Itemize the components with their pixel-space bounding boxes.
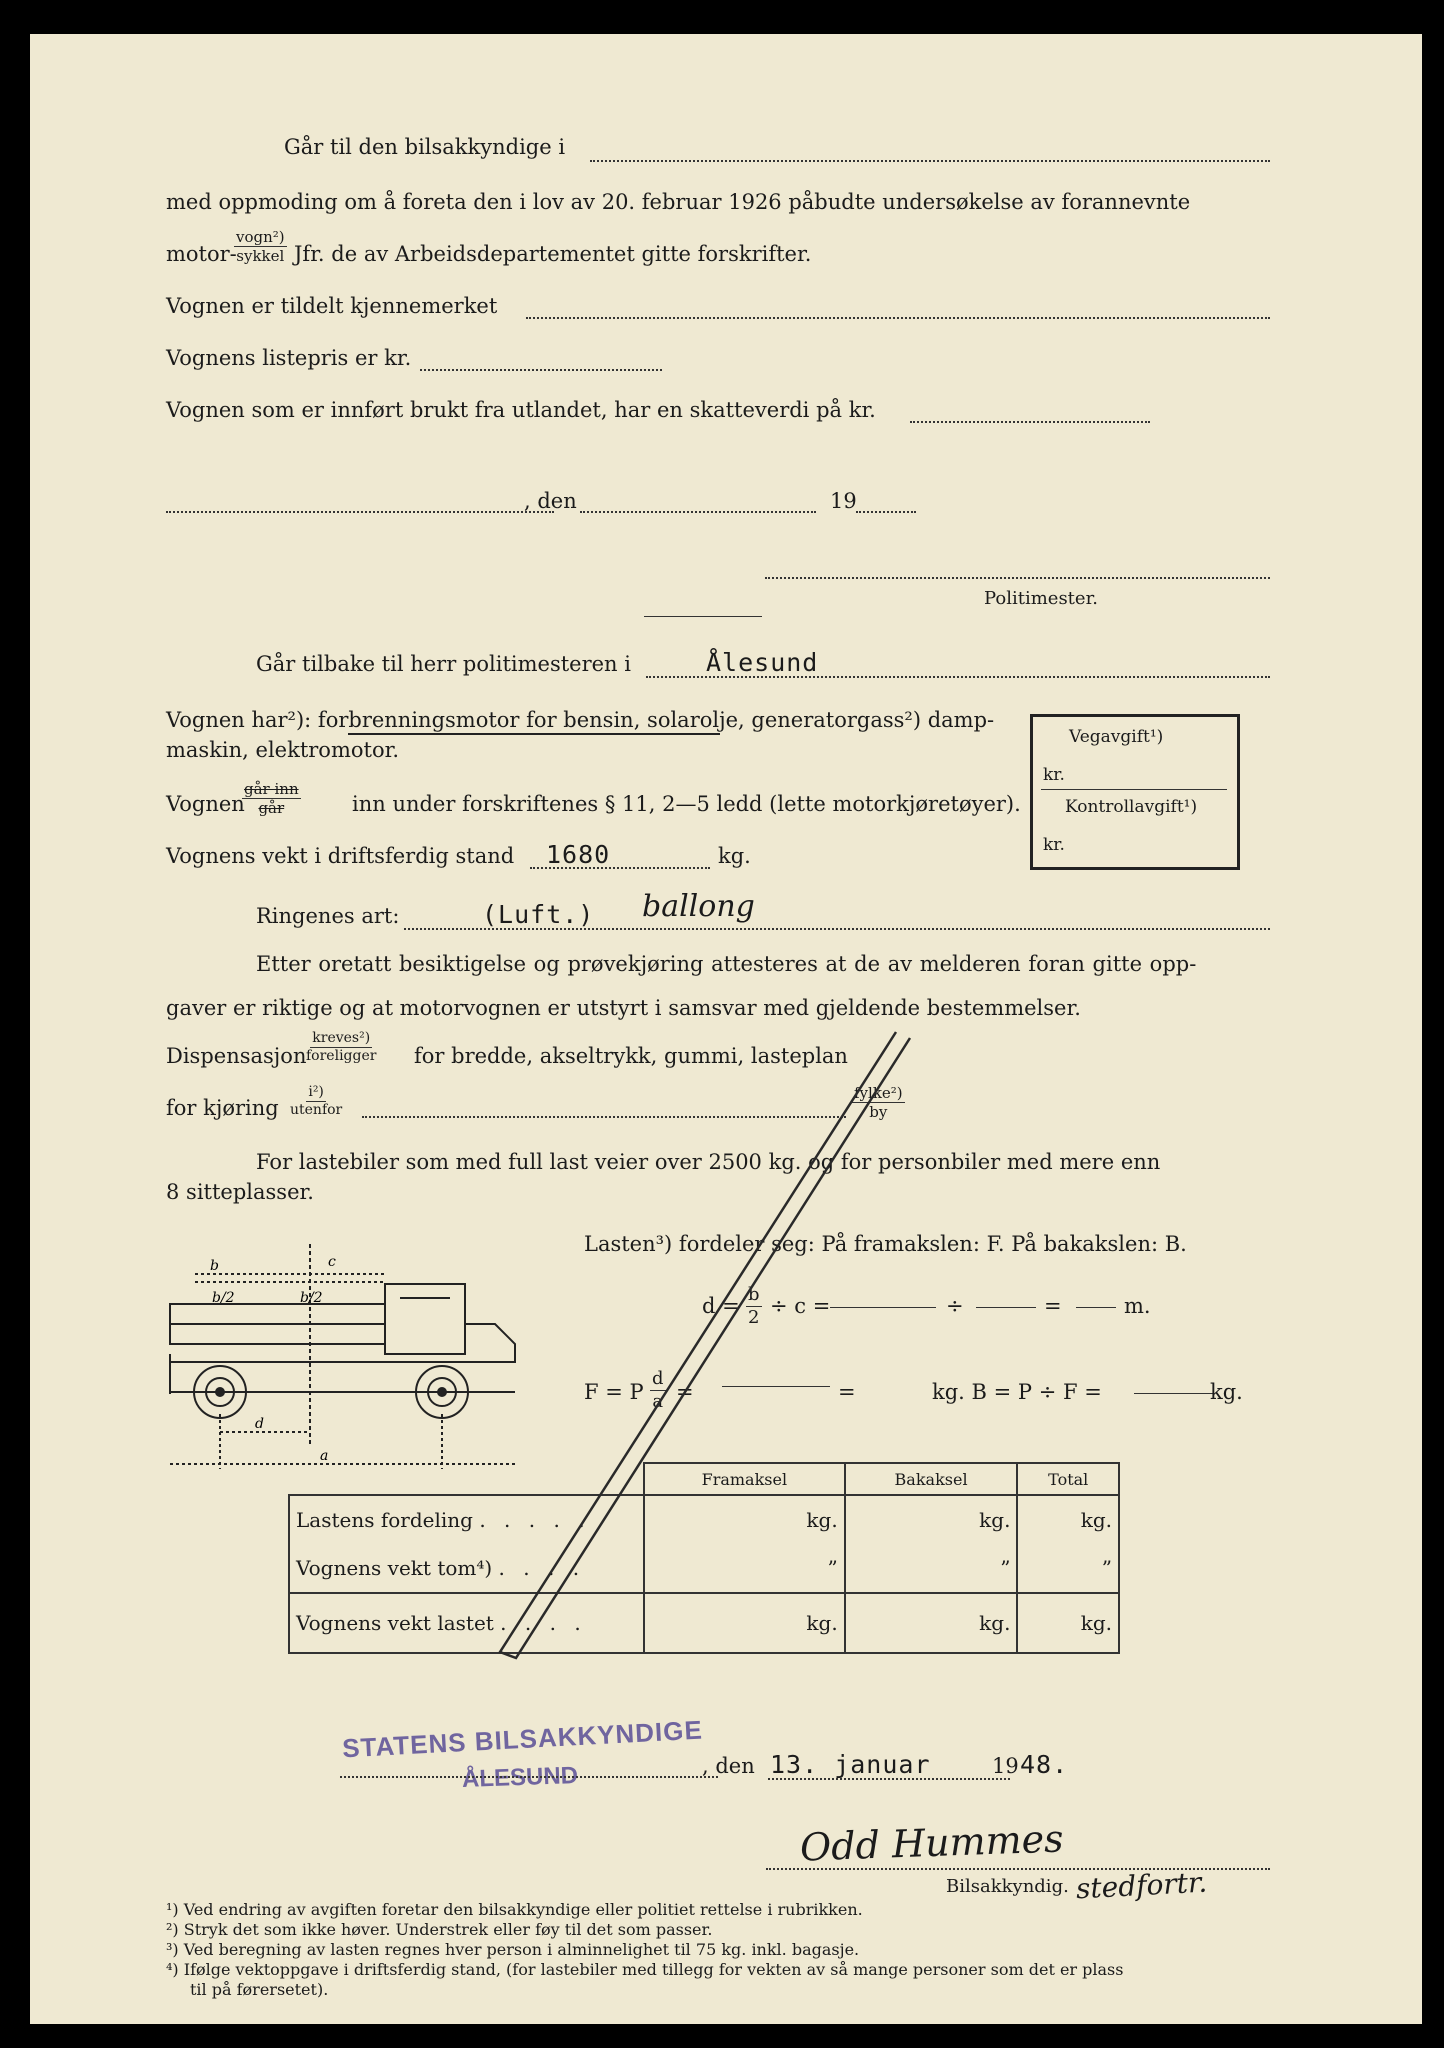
table-header-bakaksel: Bakaksel [845, 1463, 1018, 1495]
formula-d-blank-1 [830, 1307, 936, 1308]
separator-line [644, 616, 762, 617]
politimester-signature-line [765, 577, 1270, 579]
row-label: Vognens vekt lastet [296, 1611, 494, 1635]
table-cell: kg. [644, 1495, 845, 1544]
forskrift-suffix: inn under forskriftenes § 11, 2—5 ledd (lette motorkjøretøyer). [352, 792, 1021, 816]
kontrollavgift-kr: kr. [1043, 835, 1065, 855]
cancel-stroke [30, 34, 1422, 2024]
listepris-field [420, 369, 662, 371]
truck-diagram [160, 1214, 560, 1484]
diagram-label-a: a [320, 1448, 329, 1464]
attest-line-a: Etter oretatt besiktigelse og prøvekjøring attesteres at de av melderen foran gitte opp- [256, 952, 1197, 976]
vekt-unit: kg. [718, 844, 751, 868]
diagram-label-d: d [255, 1416, 264, 1432]
vegavgift-kr: kr. [1043, 765, 1065, 785]
kjennemerket-field [526, 317, 1270, 319]
table-corner [289, 1463, 644, 1495]
footnote-1: ¹) Ved endring av avgiften foretar den bilsakkyndige eller politiet rettelse i rubrikken. [166, 1900, 863, 1919]
tilbake-field [646, 676, 1270, 678]
vekt-field [530, 867, 710, 869]
year-label: 19 [830, 489, 857, 513]
ringer-value: (Luft.) [482, 900, 595, 929]
diagram-label-c: c [328, 1254, 336, 1270]
kreves-fraction: kreves²) foreligger [306, 1030, 377, 1064]
dated-year-prefix: 19 [992, 1754, 1019, 1778]
lastebil-line-b: 8 sitteplasser. [166, 1180, 314, 1204]
year-field [856, 511, 916, 513]
formula-d-rest: ÷ c = [770, 1294, 831, 1318]
document-page [30, 34, 1422, 2024]
table-cell: kg. [845, 1593, 1018, 1653]
motor-type-line-a: Vognen har²): forbrenningsmotor for bensin, solarolje, generatorgass²) damp- [166, 708, 995, 732]
vegavgift-label: Vegavgift¹) [1069, 727, 1164, 747]
formula-f-lhs: F = P [584, 1380, 644, 1404]
vegavgift-line [1041, 789, 1227, 790]
date-field [580, 511, 816, 513]
formula-f-eq1: = [676, 1380, 694, 1404]
dated-den: , den [702, 1754, 755, 1778]
formula-f-fraction: $\frac{d}{a}$ [652, 1368, 664, 1412]
table-cell: kg. [1017, 1593, 1119, 1653]
table-row: Lastens fordeling . . . . . kg. kg. kg. [289, 1495, 1119, 1544]
dated-date: 13. januar [770, 1750, 931, 1779]
den-label: , den [524, 489, 577, 513]
avgift-box [1030, 714, 1240, 870]
kjoring-field [362, 1116, 846, 1118]
table-cell: kg. [644, 1593, 845, 1653]
formula-d-fraction: $\frac{b}{2}$ [748, 1284, 760, 1328]
dispensasjon-suffix: for bredde, akseltrykk, gummi, lasteplan [414, 1044, 848, 1068]
kjoring-prefix: for kjøring [166, 1096, 279, 1120]
table-cell: ” [1017, 1544, 1119, 1593]
dated-date-line [768, 1778, 1010, 1780]
forskrift-prefix: Vognen [166, 792, 245, 816]
formula-d-blank-3 [1076, 1307, 1116, 1308]
table-row: Vognens vekt lastet . . . . kg. kg. kg. [289, 1593, 1119, 1653]
stedfortreder-note: stedfortr. [1075, 1865, 1208, 1906]
formula-f-mid: kg. B = P ÷ F = [932, 1380, 1102, 1404]
vekt-value: 1680 [546, 840, 611, 869]
line-gar-til-label: Går til den bilsakkyndige i [284, 135, 566, 159]
motor-underline [348, 733, 720, 735]
formula-f-unit: kg. [1210, 1380, 1243, 1404]
kontrollavgift-label: Kontrollavgift¹) [1065, 797, 1198, 817]
diagram-label-b-half-2: b/2 [300, 1290, 323, 1306]
formula-d-div: ÷ [946, 1294, 964, 1318]
formula-f-eq2: = [838, 1380, 856, 1404]
table-cell: kg. [1017, 1495, 1119, 1544]
motor-type-line-b: maskin, elektromotor. [166, 738, 399, 762]
load-distribution-table [288, 1462, 1120, 1654]
table-cell: kg. [845, 1495, 1018, 1544]
request-text: med oppmoding om å foreta den i lov av 20. februar 1926 påbudte undersøkelse av forannevnte [166, 190, 1191, 214]
gar-fraction: går inn går [244, 780, 299, 817]
tilbake-place: Ålesund [706, 648, 819, 677]
table-cell: ” [845, 1544, 1018, 1593]
lastebil-line-a: For lastebiler som med full last veier over 2500 kg. og for personbiler med mere enn [256, 1150, 1161, 1174]
stamp-place-line [340, 1776, 718, 1778]
dated-year: 48. [1020, 1750, 1069, 1779]
motor-prefix: motor- [166, 242, 237, 266]
politimester-label: Politimester. [984, 588, 1098, 609]
formula-d-lhs: d = [702, 1294, 740, 1318]
table-row: Vognens vekt tom⁴) . . . . ” ” ” [289, 1544, 1119, 1593]
row-label: Vognens vekt tom⁴) [296, 1556, 493, 1580]
attest-line-b: gaver er riktige og at motorvognen er utstyrt i samsvar med gjeldende bestemmelser. [166, 996, 1081, 1020]
formula-d-blank-2 [976, 1307, 1036, 1308]
diagram-label-b: b [210, 1258, 219, 1274]
formula-d-unit: m. [1124, 1294, 1151, 1318]
dispensasjon-prefix: Dispensasjon [166, 1044, 307, 1068]
formula-f-blank-1 [722, 1386, 830, 1387]
ringer-label: Ringenes art: [256, 904, 400, 928]
bilsakkyndig-label: Bilsakkyndig. [946, 1876, 1069, 1897]
signature: Odd Hummes [799, 1816, 1065, 1870]
footnote-4: ⁴) Ifølge vektoppgave i driftsferdig stand, (for lastebiler med tillegg for vekten av så mange personer som det er plass [166, 1960, 1124, 1979]
footnote-4-cont: til på førersetet). [190, 1980, 329, 1999]
fylke-by-fraction: fylke²) by [854, 1084, 903, 1121]
skatteverdi-label: Vognen som er innført brukt fra utlandet, har en skatteverdi på kr. [166, 398, 876, 422]
forskrifter-text: Jfr. de av Arbeidsdepartementet gitte forskrifter. [294, 242, 812, 266]
tilbake-label: Går tilbake til herr politimesteren i [256, 652, 631, 676]
stamp-line-1: STATENS BILSAKKYNDIGE [341, 1714, 704, 1764]
place-field [166, 511, 554, 513]
footnote-2: ²) Stryk det som ikke høver. Understrek eller føy til det som passer. [166, 1920, 713, 1939]
lasten-text: Lasten³) fordeler seg: På framakslen: F. På bakakslen: B. [584, 1232, 1187, 1256]
i-utenfor-fraction: i²) utenfor [290, 1084, 343, 1118]
table-cell: ” [644, 1544, 845, 1593]
diagram-label-b-half-1: b/2 [212, 1290, 235, 1306]
listepris-label: Vognens listepris er kr. [166, 346, 412, 370]
table-header-framaksel: Framaksel [644, 1463, 845, 1495]
formula-f-blank-2 [1134, 1393, 1214, 1394]
row-label: Lastens fordeling [296, 1508, 473, 1532]
vekt-label: Vognens vekt i driftsferdig stand [166, 844, 515, 868]
formula-d-eq: = [1044, 1294, 1062, 1318]
skatteverdi-field [910, 421, 1150, 423]
kjennemerket-label: Vognen er tildelt kjennemerket [166, 294, 498, 318]
footnote-3: ³) Ved beregning av lasten regnes hver person i alminnelighet til 75 kg. inkl. bagasje. [166, 1940, 860, 1959]
ringer-field [404, 928, 1270, 930]
ringer-value-handwritten: ballong [642, 889, 755, 924]
vogn-sykkel-fraction: vogn²) sykkel [236, 228, 285, 265]
stamp-line-2: ÅLESUND [461, 1761, 579, 1794]
table-header-total: Total [1017, 1463, 1119, 1495]
line-gar-til-field [590, 160, 1270, 162]
